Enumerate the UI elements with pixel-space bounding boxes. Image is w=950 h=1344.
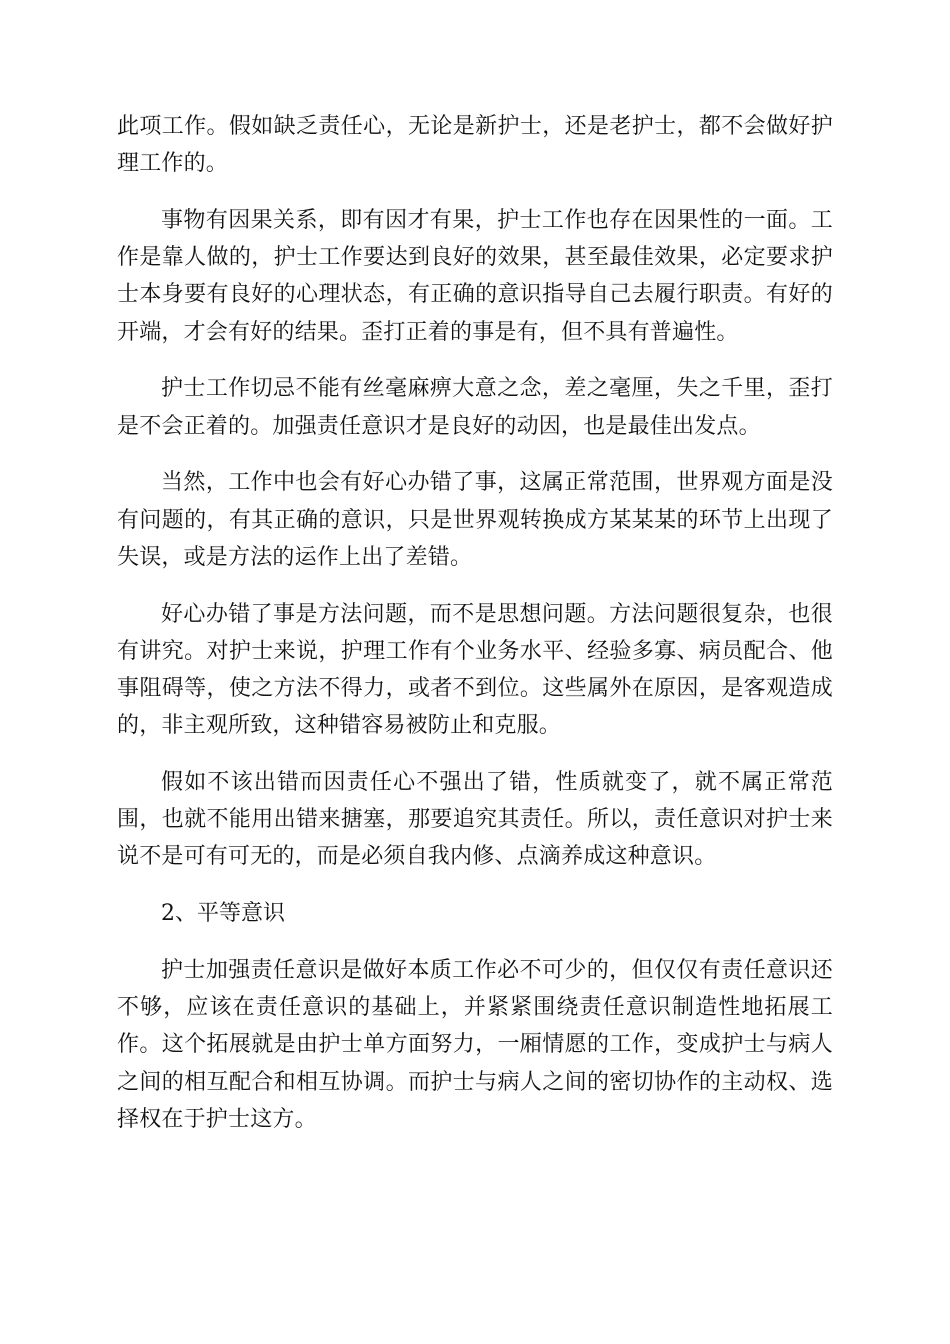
section-heading: 2、平等意识	[161, 901, 285, 927]
paragraph-4: 当然，工作中也会有好心办错了事，这属正常范围，世界观方面是没有问题的，有其正确的意识，只是世界观转换成方某某某的环节上出现了失误，或是方法的运作上出了差错。	[117, 470, 833, 570]
paragraph-2: 事物有因果关系，即有因才有果，护士工作也存在因果性的一面。工作是靠人做的，护士工作要达到良好的效果，甚至最佳效果，必定要求护士本身要有良好的心理状态，有正确的意识指导自己去履行职责。有好的开端，才会有好的结果。歪打正着的事是有，但不具有普遍性。	[117, 208, 833, 345]
paragraph-5: 好心办错了事是方法问题，而不是思想问题。方法问题很复杂，也很有讲究。对护士来说，护理工作有个业务水平、经验多寡、病员配合、他事阻碍等，使之方法不得力，或者不到位。这些属外在原因，是客观造成的，非主观所致，这种错容易被防止和克服。	[117, 601, 833, 739]
document-page	[117, 108, 833, 1158]
paragraph-1: 此项工作。假如缺乏责任心，无论是新护士，还是老护士，都不会做好护理工作的。	[117, 114, 833, 177]
paragraph-7: 护士加强责任意识是做好本质工作必不可少的，但仅仅有责任意识还不够，应该在责任意识的基础上，并紧紧围绕责任意识制造性地拓展工作。这个拓展就是由护士单方面努力，一厢情愿的工作，变成护士与病人之间的相互配合和相互协调。而护士与病人之间的密切协作的主动权、选择权在于护士这方。	[117, 958, 833, 1132]
paragraph-3: 护士工作切忌不能有丝毫麻痹大意之念，差之毫厘，失之千里，歪打是不会正着的。加强责任意识才是良好的动因，也是最佳出发点。	[117, 376, 833, 439]
paragraph-6: 假如不该出错而因责任心不强出了错，性质就变了，就不属正常范围，也就不能用出错来搪塞，那要追究其责任。所以，责任意识对护士来说不是可有可无的，而是必须自我内修、点滴养成这种意识。	[117, 770, 833, 870]
